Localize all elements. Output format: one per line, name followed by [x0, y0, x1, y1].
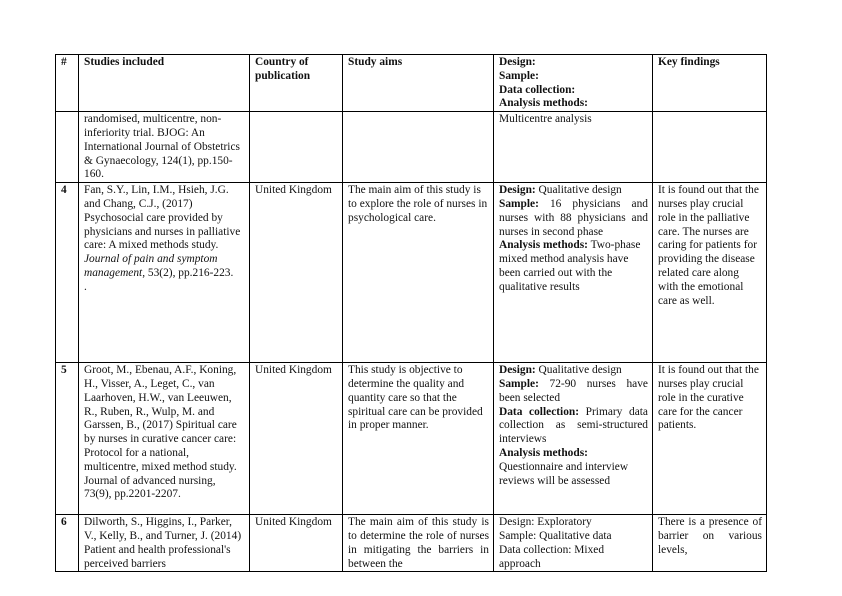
analysis-label: Analysis methods:: [499, 239, 588, 252]
analysis-value: Questionnaire and interview reviews will be assessed: [499, 460, 629, 487]
key-findings: There is a presence of barrier on various levels,: [653, 515, 767, 572]
studies-table: [55, 54, 767, 572]
header-findings: Key findings: [653, 55, 767, 112]
key-findings: [653, 112, 767, 183]
sample-value: 16 physicians and nurses with 88 physicians and nurses in second phase: [499, 197, 648, 238]
key-findings: It is found out that the nurses play crucial role in the curative care for the cancer patients.: [653, 363, 767, 515]
sample-label: Sample:: [499, 377, 539, 390]
table-row: [56, 515, 767, 572]
table-row: [56, 183, 767, 363]
country: United Kingdom: [250, 363, 343, 515]
table-row: [56, 363, 767, 515]
country: [250, 112, 343, 183]
analysis-value: Two-phase mixed method analysis have been carried out with the qualitative results: [499, 239, 641, 293]
design-value: Qualitative design: [535, 184, 622, 197]
design-details: [494, 515, 653, 572]
study-aims: The main aim of this study is to explore the role of nurses in psychological care.: [343, 183, 494, 363]
study-aims: This study is objective to determine the quality and quantity care so that the spiritual care can be provided in proper manner.: [343, 363, 494, 515]
study-aims: [343, 112, 494, 183]
table-row: [56, 112, 767, 183]
country: United Kingdom: [250, 515, 343, 572]
study-citation: Groot, M., Ebenau, A.F., Koning, H., Visser, A., Leget, C., van Laarhoven, H.W., van Leeuwen, R., Ruben, R., Wulp, M. and Garssen, B., (2017) Spiritual care by nurses in curative cancer care: Protocol for a national, multicentre, mixed method study. Journal of advanced nursing, 73(9), pp.2201-2207.: [79, 363, 250, 515]
header-num: #: [56, 55, 79, 112]
row-num: 6: [56, 515, 79, 572]
row-num: [56, 112, 79, 183]
header-analysis-label: Analysis methods:: [499, 97, 588, 110]
country: United Kingdom: [250, 183, 343, 363]
header-studies: Studies included: [79, 55, 250, 112]
header-design-label: Design:: [499, 56, 536, 68]
key-findings: It is found out that the nurses play crucial role in the palliative care. The nurses are caring for patients for providing the disease related care along with the emotional care as well.: [653, 183, 767, 363]
citation-text: , 53(2), pp.216-223. .: [84, 266, 305, 293]
study-citation: randomised, multicentre, non-inferiority trial. BJOG: An International Journal of Obstetrics & Gynaecology, 124(1), pp.150-160.: [79, 112, 250, 183]
data-collection-value: Data collection: Mixed approach: [499, 543, 605, 570]
study-citation: Dilworth, S., Higgins, I., Parker, V., Kelly, B., and Turner, J. (2014) Patient and health professional's perceived barriers: [79, 515, 250, 572]
design-label: Design:: [499, 364, 536, 377]
data-collection-value: Primary data collection as semi-structured interviews: [499, 405, 648, 446]
design-value: Design: Exploratory: [499, 516, 592, 529]
journal-name: Journal of pain and symptom management: [84, 253, 218, 279]
header-data-collection-label: Data collection:: [499, 83, 576, 96]
analysis-label: Analysis methods:: [499, 446, 588, 459]
sample-value: 72-90 nurses have been selected: [499, 377, 648, 404]
header-design: [494, 55, 653, 112]
citation-text: Fan, S.Y., Lin, I.M., Hsieh, J.G. and Chang, C.J., (2017) Psychosocial care provided by physicians and nurses in palliative care: A mixed methods study.: [84, 184, 241, 252]
sample-value: Sample: Qualitative data: [499, 529, 612, 542]
design-details: [494, 363, 653, 515]
row-num: 4: [56, 183, 79, 363]
sample-label: Sample:: [499, 197, 539, 210]
design-value: Qualitative design: [535, 364, 622, 377]
header-sample-label: Sample:: [499, 69, 539, 82]
study-aims: The main aim of this study is to determine the role of nurses in mitigating the barriers in between the: [343, 515, 494, 572]
design-details: [494, 183, 653, 363]
design-label: Design:: [499, 184, 536, 197]
design-details: Multicentre analysis: [494, 112, 653, 183]
header-country: Country of publication: [250, 55, 343, 112]
row-num: 5: [56, 363, 79, 515]
data-collection-label: Data collection:: [499, 405, 580, 418]
header-row: [56, 55, 767, 112]
header-aims: Study aims: [343, 55, 494, 112]
